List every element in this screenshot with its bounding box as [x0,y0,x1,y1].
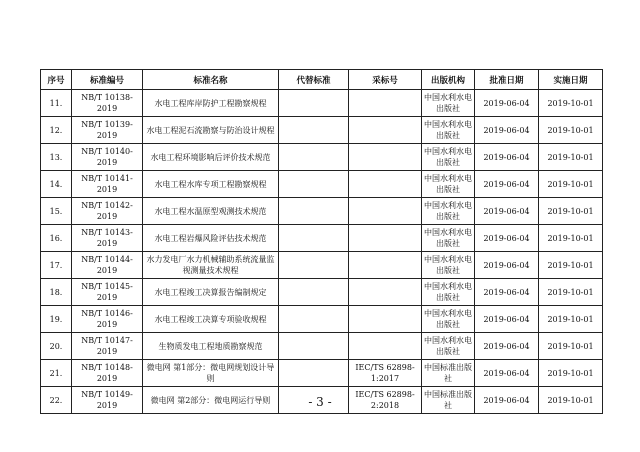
cell-code: NB/T 10145-2019 [72,279,143,306]
cell-publisher: 中国水利水电出版社 [422,225,475,252]
table-row [41,198,603,225]
cell-replace [279,225,349,252]
cell-name: 水电工程岩爆风险评估技术规范 [143,225,279,252]
standards-table [40,69,603,414]
cell-implement-date: 2019-10-01 [539,225,603,252]
cell-seq: 18. [41,279,72,306]
cell-code: NB/T 10146-2019 [72,306,143,333]
cell-approve-date: 2019-06-04 [475,117,539,144]
table-row [41,171,603,198]
table-header-row [41,70,603,90]
table-row [41,144,603,171]
cell-approve-date: 2019-06-04 [475,360,539,387]
cell-approve-date: 2019-06-04 [475,225,539,252]
header-code: 标准编号 [72,70,143,90]
cell-implement-date: 2019-10-01 [539,171,603,198]
cell-approve-date: 2019-06-04 [475,90,539,117]
header-implement-date: 实施日期 [539,70,603,90]
cell-adopt [349,171,422,198]
cell-approve-date: 2019-06-04 [475,198,539,225]
cell-implement-date: 2019-10-01 [539,117,603,144]
table-row [41,225,603,252]
cell-seq: 20. [41,333,72,360]
cell-seq: 22. [41,387,72,414]
table-row [41,279,603,306]
cell-replace [279,252,349,279]
cell-name: 水电工程泥石流勘察与防治设计规程 [143,117,279,144]
cell-seq: 15. [41,198,72,225]
cell-approve-date: 2019-06-04 [475,252,539,279]
cell-approve-date: 2019-06-04 [475,306,539,333]
cell-code: NB/T 10147-2019 [72,333,143,360]
cell-adopt [349,225,422,252]
header-name: 标准名称 [143,70,279,90]
cell-adopt [349,90,422,117]
header-adopt: 采标号 [349,70,422,90]
cell-publisher: 中国水利水电出版社 [422,144,475,171]
cell-publisher: 中国水利水电出版社 [422,117,475,144]
cell-name: 水电工程水温原型观测技术规范 [143,198,279,225]
cell-replace [279,117,349,144]
cell-adopt [349,144,422,171]
cell-code: NB/T 10142-2019 [72,198,143,225]
table-row [41,117,603,144]
cell-seq: 11. [41,90,72,117]
cell-publisher: 中国水利水电出版社 [422,333,475,360]
cell-adopt [349,198,422,225]
header-approve-date: 批准日期 [475,70,539,90]
cell-implement-date: 2019-10-01 [539,360,603,387]
cell-implement-date: 2019-10-01 [539,90,603,117]
cell-publisher: 中国标准出版社 [422,387,475,414]
cell-publisher: 中国水利水电出版社 [422,252,475,279]
cell-implement-date: 2019-10-01 [539,252,603,279]
cell-replace [279,171,349,198]
cell-name: 生物质发电工程地质勘察规范 [143,333,279,360]
table-row [41,90,603,117]
cell-seq: 17. [41,252,72,279]
cell-code: NB/T 10138-2019 [72,90,143,117]
cell-adopt [349,252,422,279]
header-seq: 序号 [41,70,72,90]
cell-replace [279,198,349,225]
cell-name: 水电工程竣工决算专项验收规程 [143,306,279,333]
cell-implement-date: 2019-10-01 [539,387,603,414]
cell-name: 微电网 第1部分：微电网规划设计导则 [143,360,279,387]
cell-approve-date: 2019-06-04 [475,279,539,306]
table-row [41,360,603,387]
table-row [41,333,603,360]
cell-adopt [349,306,422,333]
cell-adopt: IEC/TS 62898-1:2017 [349,360,422,387]
cell-name: 水力发电厂水力机械辅助系统流量监视测量技术规程 [143,252,279,279]
cell-publisher: 中国水利水电出版社 [422,90,475,117]
cell-approve-date: 2019-06-04 [475,144,539,171]
cell-seq: 12. [41,117,72,144]
cell-replace [279,333,349,360]
cell-name: 水电工程竣工决算报告编制规定 [143,279,279,306]
cell-code: NB/T 10149-2019 [72,387,143,414]
cell-replace [279,144,349,171]
cell-code: NB/T 10139-2019 [72,117,143,144]
cell-approve-date: 2019-06-04 [475,333,539,360]
cell-code: NB/T 10141-2019 [72,171,143,198]
cell-seq: 19. [41,306,72,333]
cell-publisher: 中国水利水电出版社 [422,198,475,225]
cell-approve-date: 2019-06-04 [475,387,539,414]
cell-code: NB/T 10148-2019 [72,360,143,387]
cell-implement-date: 2019-10-01 [539,198,603,225]
cell-implement-date: 2019-10-01 [539,279,603,306]
header-replace: 代替标准 [279,70,349,90]
cell-code: NB/T 10140-2019 [72,144,143,171]
cell-seq: 14. [41,171,72,198]
table-row [41,306,603,333]
cell-implement-date: 2019-10-01 [539,333,603,360]
cell-seq: 21. [41,360,72,387]
cell-implement-date: 2019-10-01 [539,144,603,171]
cell-name: 水电工程水库专项工程勘察规程 [143,171,279,198]
cell-name: 水电工程库岸防护工程勘察规程 [143,90,279,117]
cell-replace [279,279,349,306]
cell-adopt [349,117,422,144]
cell-code: NB/T 10144-2019 [72,252,143,279]
table-row [41,252,603,279]
cell-publisher: 中国水利水电出版社 [422,279,475,306]
cell-replace [279,360,349,387]
cell-implement-date: 2019-10-01 [539,306,603,333]
page-number: - 3 - [308,395,332,409]
cell-name: 微电网 第2部分：微电网运行导则 [143,387,279,414]
header-publisher: 出版机构 [422,70,475,90]
cell-adopt [349,279,422,306]
cell-replace [279,90,349,117]
cell-seq: 13. [41,144,72,171]
cell-publisher: 中国标准出版社 [422,360,475,387]
cell-publisher: 中国水利水电出版社 [422,171,475,198]
cell-adopt: IEC/TS 62898-2:2018 [349,387,422,414]
cell-code: NB/T 10143-2019 [72,225,143,252]
cell-seq: 16. [41,225,72,252]
cell-approve-date: 2019-06-04 [475,171,539,198]
cell-replace [279,306,349,333]
cell-adopt [349,333,422,360]
cell-name: 水电工程环境影响后评价技术规范 [143,144,279,171]
cell-publisher: 中国水利水电出版社 [422,306,475,333]
